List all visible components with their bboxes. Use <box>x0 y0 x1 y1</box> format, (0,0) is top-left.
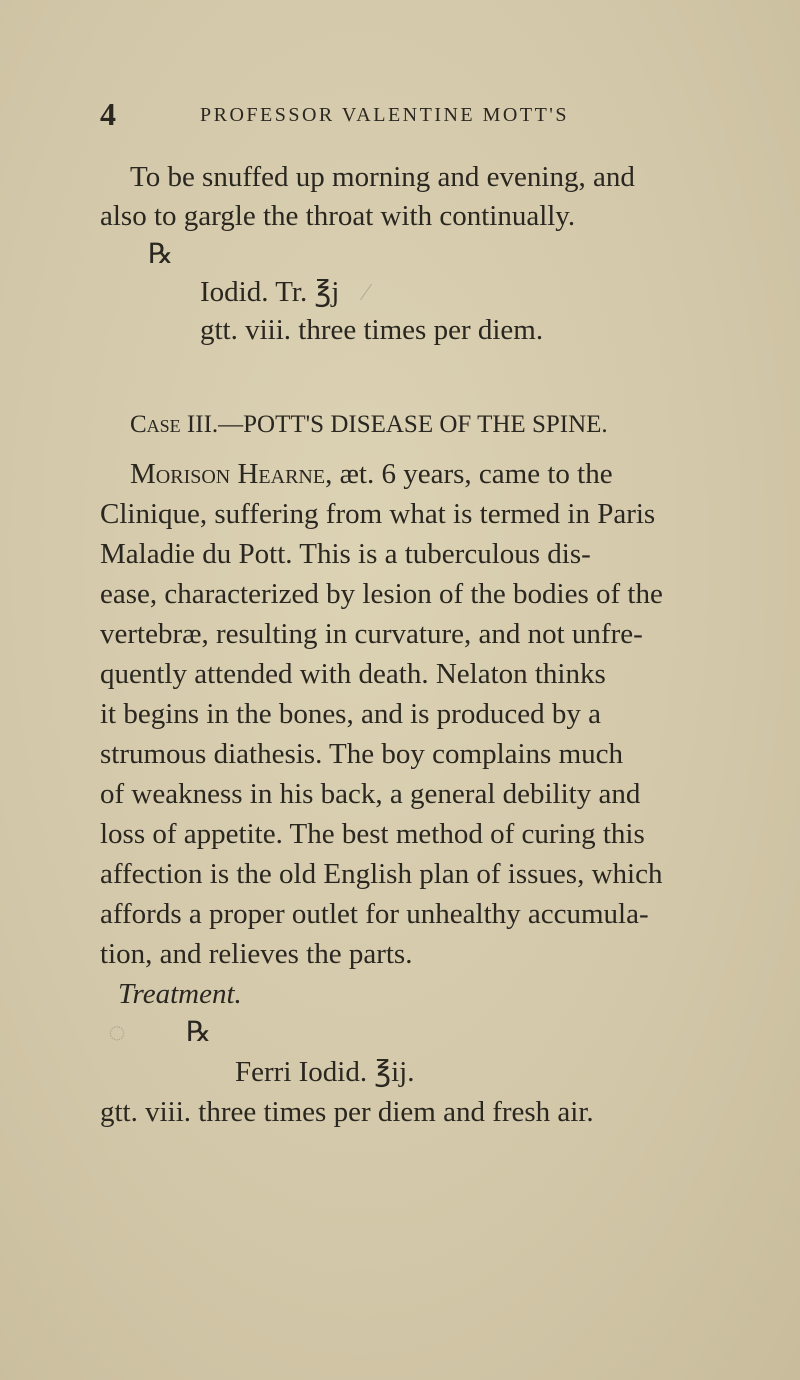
paragraph-line-11: affection is the old English plan of issues, which <box>100 858 663 890</box>
paragraph-line-6: quently attended with death. Nelaton thinks <box>100 658 606 690</box>
paragraph-line-1 <box>130 457 613 491</box>
stray-pencil-mark: ◌ <box>108 1016 126 1049</box>
rx-drug-1: Iodid. Tr. ℥j <box>200 276 340 308</box>
paragraph-line-12: affords a proper outlet for unhealthy accumula- <box>100 898 649 930</box>
stray-pencil-mark: ⁄ <box>364 280 369 306</box>
running-title: PROFESSOR VALENTINE MOTT'S <box>200 104 570 126</box>
paragraph-line-7: it begins in the bones, and is produced by a <box>100 698 601 730</box>
intro-line-1: To be snuffed up morning and evening, and <box>130 161 635 193</box>
intro-line-2: also to gargle the throat with continually. <box>100 200 576 232</box>
paragraph-line-3: Maladie du Pott. This is a tuberculous dis- <box>100 538 591 570</box>
case-heading <box>130 408 608 442</box>
paragraph-line-2: Clinique, suffering from what is termed in Paris <box>100 498 656 530</box>
case-title: —POTT'S DISEASE OF THE SPINE. <box>218 411 608 438</box>
paragraph-line-4: ease, characterized by lesion of the bodies of the <box>100 578 663 610</box>
paragraph-line-10: loss of appetite. The best method of curing this <box>100 818 645 850</box>
rx-symbol-2: ℞ <box>186 1017 212 1048</box>
patient-name: Morison Hearne, <box>130 458 333 490</box>
paragraph-line-9: of weakness in his back, a general debility and <box>100 778 641 810</box>
paragraph-line-13: tion, and relieves the parts. <box>100 938 413 970</box>
rx-dose-1: gtt. viii. three times per diem. <box>200 314 544 346</box>
page-header <box>100 96 740 136</box>
treatment-label: Treatment. <box>118 978 242 1010</box>
paragraph-line-8: strumous diathesis. The boy complains much <box>100 738 624 770</box>
case-number: Case III. <box>130 411 219 438</box>
page-number: 4 <box>100 96 116 132</box>
rx-symbol-1: ℞ <box>148 239 174 270</box>
paragraph-line-1-text: æt. 6 years, came to the <box>332 458 613 490</box>
rx-dose-2: gtt. viii. three times per diem and fresh air. <box>100 1096 594 1128</box>
paragraph-line-5: vertebræ, resulting in curvature, and not unfre- <box>100 618 643 650</box>
rx-drug-2: Ferri Iodid. ℥ij. <box>235 1056 415 1088</box>
